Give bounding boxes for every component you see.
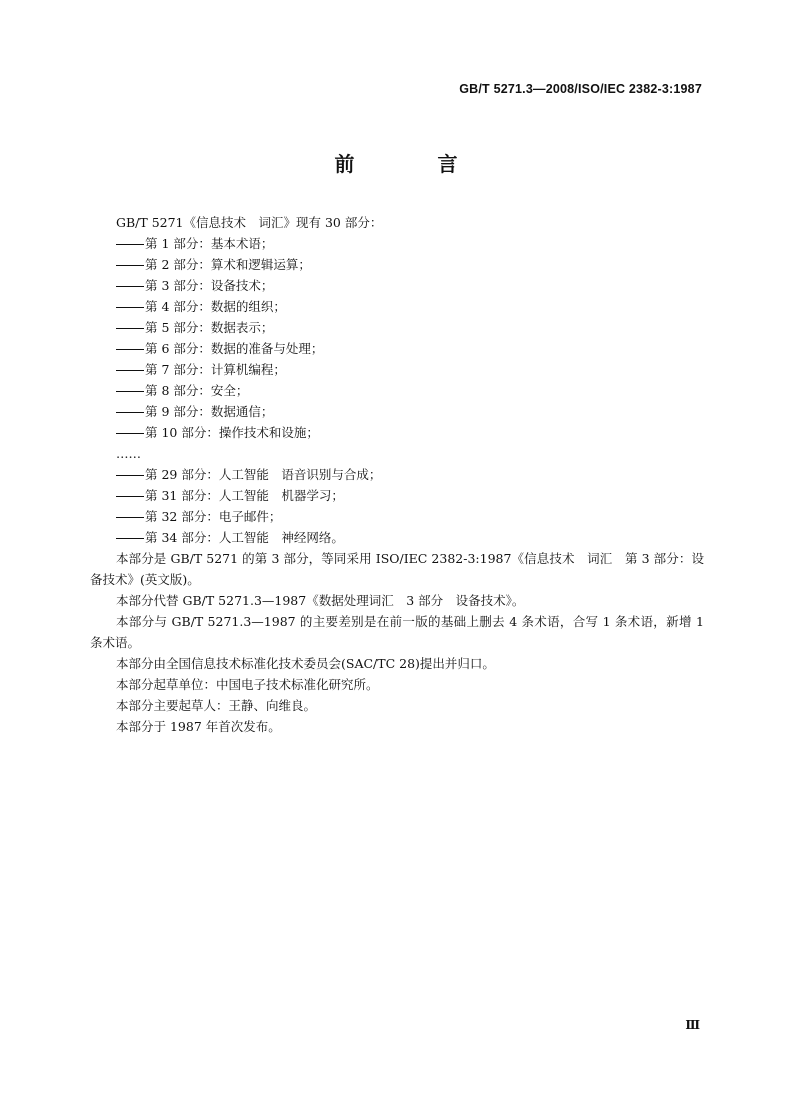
dash-icon xyxy=(116,265,144,266)
dash-icon xyxy=(116,496,144,497)
paragraph-drafters: 本部分主要起草人：王静、向维良。 xyxy=(116,698,317,713)
list-item: 第 2 部分：算术和逻辑运算； xyxy=(90,254,704,275)
dash-icon xyxy=(116,412,144,413)
page-number: Ⅲ xyxy=(685,1018,700,1032)
standard-code: GB/T 5271.3—2008/ISO/IEC 2382-3:1987 xyxy=(459,82,702,96)
list-item: 第 31 部分：人工智能 机器学习； xyxy=(90,485,704,506)
list-item: 第 29 部分：人工智能 语音识别与合成； xyxy=(90,464,704,485)
parts-list-2 xyxy=(90,464,704,548)
paragraph-differences: 本部分与 GB/T 5271.3—1987 的主要差别是在前一版的基础上删去 4 条术语，合写 1 条术语，新增 1 条术语。 xyxy=(90,614,704,650)
paragraph-replaces: 本部分代替 GB/T 5271.3—1987《数据处理词汇 3 部分 设备技术》。 xyxy=(116,593,525,608)
parts-list-1 xyxy=(90,233,704,443)
dash-icon xyxy=(116,349,144,350)
dash-icon xyxy=(116,244,144,245)
foreword-body xyxy=(90,212,704,737)
dash-icon xyxy=(116,391,144,392)
ellipsis: …… xyxy=(116,446,141,461)
list-item: 第 32 部分：电子邮件； xyxy=(90,506,704,527)
dash-icon xyxy=(116,517,144,518)
list-item: 第 3 部分：设备技术； xyxy=(90,275,704,296)
list-item: 第 9 部分：数据通信； xyxy=(90,401,704,422)
dash-icon xyxy=(116,370,144,371)
intro-line: GB/T 5271《信息技术 词汇》现有 30 部分： xyxy=(116,215,383,230)
list-item: 第 6 部分：数据的准备与处理； xyxy=(90,338,704,359)
dash-icon xyxy=(116,433,144,434)
list-item: 第 10 部分：操作技术和设施； xyxy=(90,422,704,443)
dash-icon xyxy=(116,475,144,476)
list-item: 第 1 部分：基本术语； xyxy=(90,233,704,254)
list-item: 第 34 部分：人工智能 神经网络。 xyxy=(90,527,704,548)
dash-icon xyxy=(116,286,144,287)
page-title: 前 言 xyxy=(334,152,496,176)
list-item: 第 4 部分：数据的组织； xyxy=(90,296,704,317)
list-item: 第 5 部分：数据表示； xyxy=(90,317,704,338)
paragraph-first-release: 本部分于 1987 年首次发布。 xyxy=(116,719,281,734)
paragraph-adoption: 本部分是 GB/T 5271 的第 3 部分，等同采用 ISO/IEC 2382-3:1987《信息技术 词汇 第 3 部分：设备技术》(英文版)。 xyxy=(90,551,704,587)
paragraph-proposer: 本部分由全国信息技术标准化技术委员会(SAC/TC 28)提出并归口。 xyxy=(116,656,495,671)
dash-icon xyxy=(116,328,144,329)
dash-icon xyxy=(116,307,144,308)
list-item: 第 7 部分：计算机编程； xyxy=(90,359,704,380)
dash-icon xyxy=(116,538,144,539)
paragraph-drafting-unit: 本部分起草单位：中国电子技术标准化研究所。 xyxy=(116,677,379,692)
list-item: 第 8 部分：安全； xyxy=(90,380,704,401)
